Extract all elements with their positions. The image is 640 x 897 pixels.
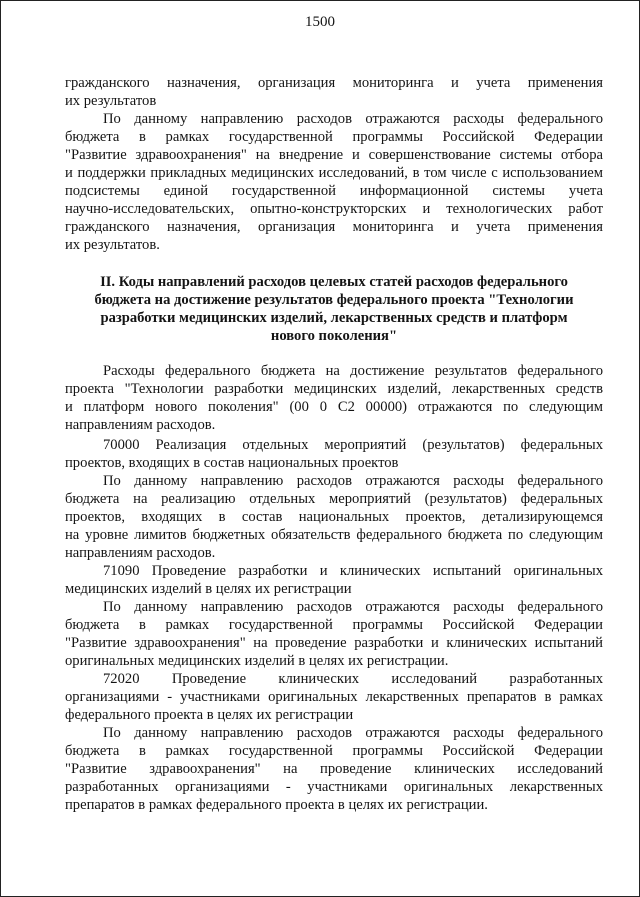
text-line: Расходы федерального бюджета на достижение результатов федерального: [103, 363, 603, 379]
text-line: 70000 Реализация отдельных мероприятий (результатов) федеральных: [103, 437, 603, 453]
text-line: По данному направлению расходов отражаются расходы федерального: [103, 725, 603, 741]
text-line: их результатов.: [65, 237, 160, 253]
text-line: организациями - участниками оригинальных лекарственных препаратов в рамках: [65, 689, 603, 705]
text-line: проектов, входящих в состав национальных проектов, детализирующемся: [65, 509, 603, 525]
text-line: 72020 Проведение клинических исследований разработанных: [103, 671, 603, 687]
text-line: подсистемы единой государственной информационной системы учета: [65, 183, 603, 199]
text-line: гражданского назначения, организация мониторинга и учета применения: [65, 75, 603, 91]
text-line: бюджета в рамках государственной программы Российской Федерации: [65, 617, 603, 633]
text-line: проекта "Технологии разработки медицинских изделий, лекарственных средств: [65, 381, 603, 397]
text-line: оригинальных медицинских изделий в целях их регистрации.: [65, 653, 449, 669]
text-line: По данному направлению расходов отражаются расходы федерального: [103, 599, 603, 615]
text-line: По данному направлению расходов отражаются расходы федерального: [103, 111, 603, 127]
text-line: медицинских изделий в целях их регистрации: [65, 581, 352, 597]
section-heading-line: разработки медицинских изделий, лекарственных средств и платформ: [100, 310, 568, 326]
text-line: и поддержки прикладных медицинских исследований, в том числе с использованием: [65, 165, 603, 181]
text-line: их результатов: [65, 93, 157, 109]
section-heading-line: бюджета на достижение результатов федерального проекта "Технологии: [94, 292, 574, 308]
text-line: проектов, входящих в состав национальных проектов: [65, 455, 399, 471]
text-line: "Развитие здравоохранения" на внедрение и совершенствование системы отбора: [65, 147, 603, 163]
text-line: бюджета в рамках государственной программы Российской Федерации: [65, 743, 603, 759]
section-heading-line: II. Коды направлений расходов целевых статей расходов федерального: [100, 274, 568, 290]
text-line: направлениям расходов.: [65, 417, 216, 433]
text-line: 71090 Проведение разработки и клинических испытаний оригинальных: [103, 563, 603, 579]
text-line: федерального проекта в целях их регистрации: [65, 707, 354, 723]
text-line: направлениям расходов.: [65, 545, 216, 561]
text-line: препаратов в рамках федерального проекта в целях их регистрации.: [65, 797, 488, 813]
text-line: бюджета на реализацию отдельных мероприятий (результатов) федеральных: [65, 491, 603, 507]
page-number: 1500: [305, 14, 335, 30]
section-heading-line: нового поколения": [270, 328, 398, 344]
text-line: бюджета в рамках государственной программы Российской Федерации: [65, 129, 603, 145]
text-line: разработанных организациями - участниками оригинальных лекарственных: [65, 779, 603, 795]
text-line: гражданского назначения, организация мониторинга и учета применения: [65, 219, 603, 235]
text-line: и платформ нового поколения" (00 0 С2 00000) отражаются по следующим: [65, 399, 603, 415]
text-line: По данному направлению расходов отражаются расходы федерального: [103, 473, 603, 489]
text-line: научно-исследовательских, опытно-конструкторских и технологических работ: [65, 201, 603, 217]
text-line: на уровне лимитов бюджетных обязательств федерального бюджета по следующим: [65, 527, 603, 543]
text-line: "Развитие здравоохранения" на проведение разработки и клинических испытаний: [65, 635, 603, 651]
text-line: "Развитие здравоохранения" на проведение клинических исследований: [65, 761, 603, 777]
